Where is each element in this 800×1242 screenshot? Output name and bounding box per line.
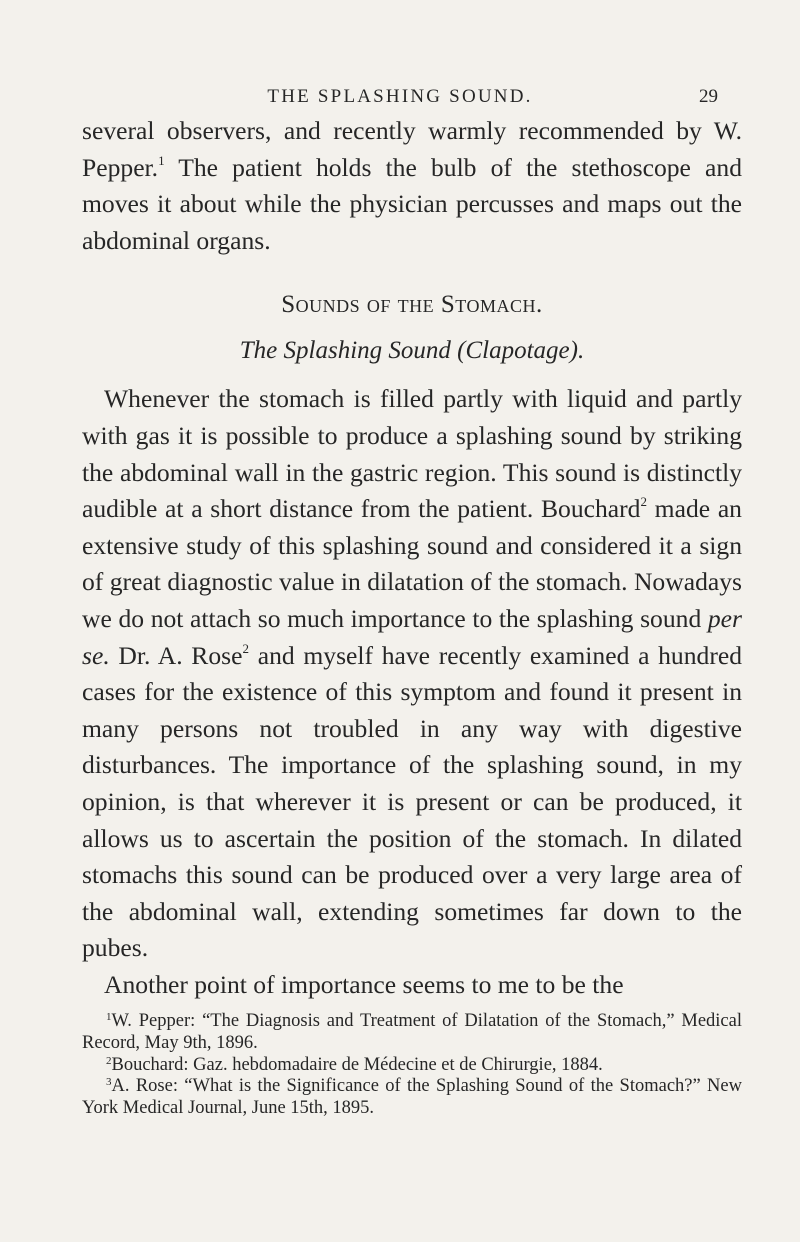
paragraph-text: Another point of importance seems to me to be the bbox=[104, 969, 624, 999]
footnote-text: Bouchard: Gaz. hebdomadaire de Médecine et de Chirurgie, 1884. bbox=[111, 1054, 603, 1075]
paragraph-continued bbox=[82, 113, 742, 259]
footnote-marker: 1 bbox=[106, 1011, 112, 1024]
page-number: 29 bbox=[699, 86, 718, 107]
footnote-marker: 2 bbox=[106, 1054, 112, 1067]
paragraph-text: Whenever the stomach is filled partly with liquid and partly with gas it is possible to produce a splashing sound by striking the abdominal wall in the gastric region. This sound is distinctly audible at a short distance from the patient. Bouchard bbox=[82, 384, 742, 524]
paragraph-text: and myself have recently examined a hundred cases for the existence of this symptom and found it present in many persons not troubled in any way with digestive disturbances. The importance of the splashing sound, in my opinion, is that wherever it is present or can be produced, it allows us to ascertain the position of the stomach. In dilated stomachs this sound can be produced over a very large area of the abdominal wall, extending sometimes far down to the pubes. bbox=[82, 640, 743, 963]
paragraph-text: made an extensive study of this splashing sound and considered it a sign of great diagnostic value in dilatation of the stomach. Nowadays we do not attach so much importance to the splashing sound bbox=[82, 494, 742, 633]
footnote-text: A. Rose: “What is the Significance of the Splashing Sound of the Stomach?” New York Medical Journal, June 15th, 1895. bbox=[82, 1076, 742, 1118]
running-title: THE SPLASHING SOUND. bbox=[267, 86, 533, 107]
footnote bbox=[82, 1011, 742, 1054]
footnote-marker: 3 bbox=[106, 1076, 112, 1089]
heading-word: of the bbox=[360, 291, 441, 319]
italic-phrase: per se. bbox=[82, 603, 742, 670]
footnote-ref-3: 2 bbox=[242, 640, 249, 656]
subsection-heading: The Splashing Sound (Clapotage). bbox=[239, 337, 585, 365]
footnote bbox=[82, 1076, 742, 1119]
heading-word: Stomach. bbox=[440, 291, 543, 319]
paragraph-text: Dr. A. Rose bbox=[109, 640, 243, 670]
footnote-ref-1: 1 bbox=[158, 152, 165, 168]
paragraph bbox=[82, 967, 742, 1004]
footnotes bbox=[82, 1011, 742, 1119]
section-heading bbox=[82, 287, 742, 323]
footnote-ref-2: 2 bbox=[640, 494, 647, 510]
footnote-text: W. Pepper: “The Diagnosis and Treatment of Dilatation of the Stomach,” Medical Record, May 9th, 1896. bbox=[82, 1011, 742, 1054]
text-block bbox=[82, 113, 742, 1119]
paragraph bbox=[82, 381, 742, 967]
paragraph-text: The patient holds the bulb of the stethoscope and moves it about while the physician percusses and maps out the abdominal organs. bbox=[82, 152, 742, 255]
heading-word: Sounds bbox=[281, 291, 361, 319]
footnote bbox=[82, 1055, 742, 1077]
paragraph-text: several observers, and recently warmly recommended by W. Pepper. bbox=[82, 116, 742, 182]
running-head bbox=[82, 86, 718, 110]
